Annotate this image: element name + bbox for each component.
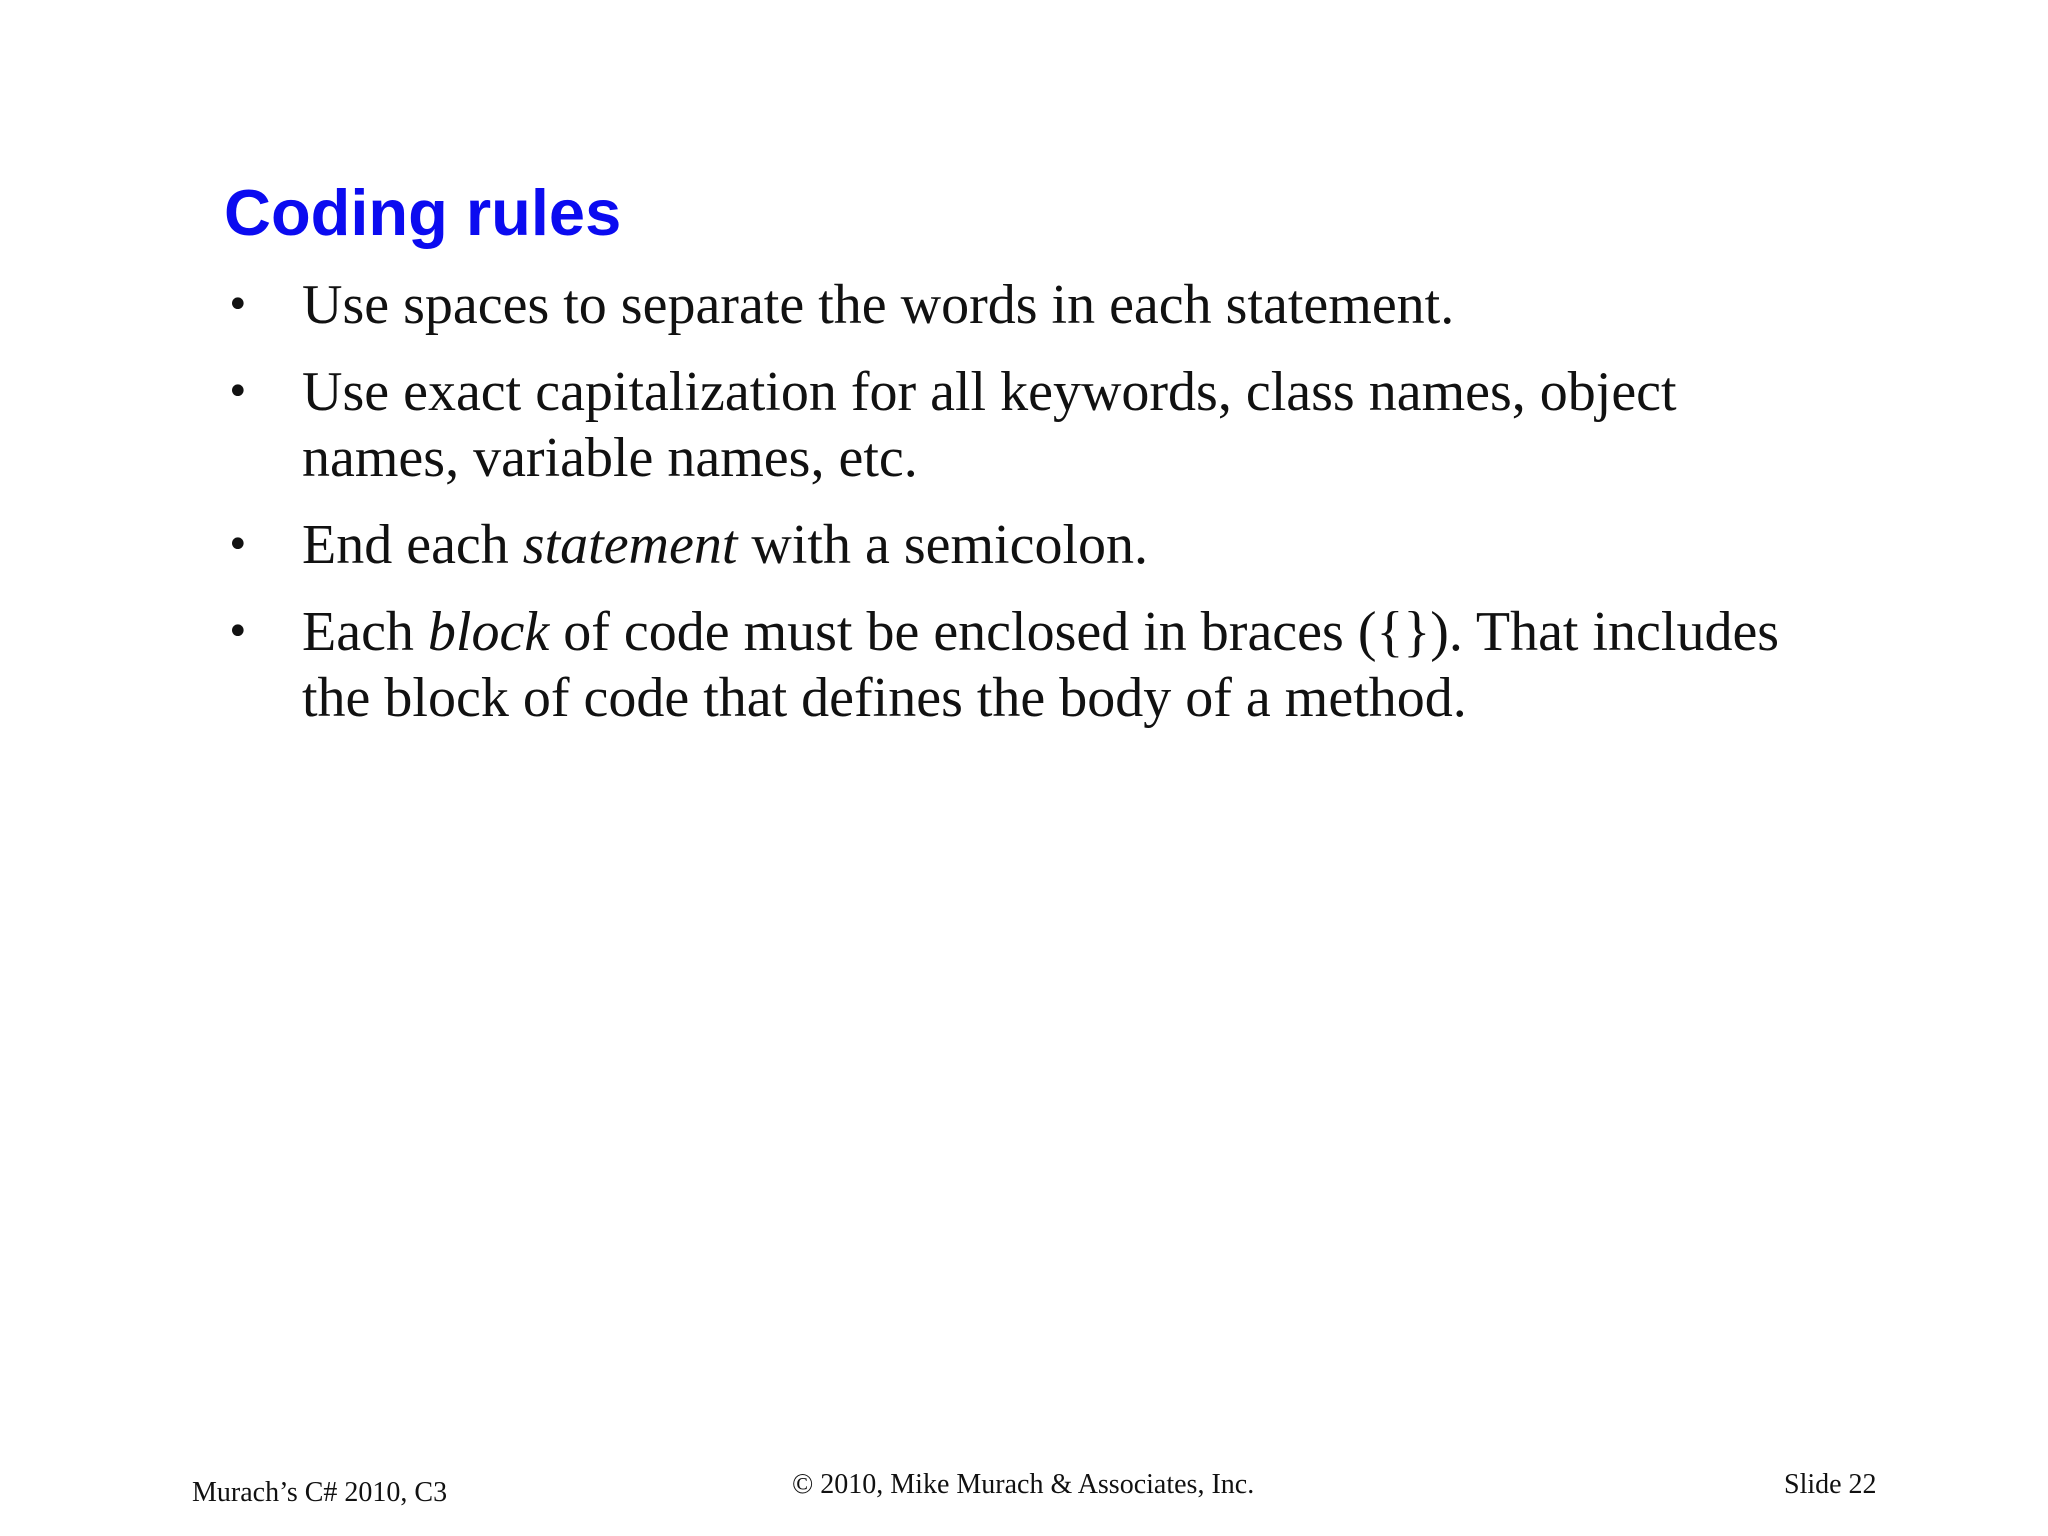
bullet-emphasis: statement [522, 514, 738, 576]
slide-title: Coding rules [224, 176, 622, 249]
bullet-item [224, 599, 1784, 731]
bullet-text: of code must be enclosed in braces ({}). That includes the block of code that defines the body of a method. [302, 601, 1780, 729]
footer-copyright: © 2010, Mike Murach & Associates, Inc. [792, 1469, 1255, 1500]
bullet-text: Use spaces to separate the words in each statement. [302, 274, 1455, 336]
bullet-icon: • [226, 609, 250, 655]
bullet-text: with a semicolon. [737, 514, 1148, 576]
footer-book-title: Murach’s C# 2010, C3 [192, 1477, 448, 1508]
bullet-text: Each [302, 601, 428, 663]
bullet-item [224, 272, 1784, 338]
bullet-text: End each [302, 514, 523, 576]
bullet-emphasis: block [427, 601, 550, 663]
bullet-text: Use exact capitalization for all keywords, class names, object names, variable names, etc. [302, 361, 1677, 489]
bullet-item [224, 359, 1784, 491]
bullet-icon: • [226, 522, 250, 568]
bullet-icon: • [226, 369, 250, 415]
footer-slide-number: Slide 22 [1784, 1469, 1877, 1500]
bullet-icon: • [226, 282, 250, 328]
bullet-list [224, 272, 1784, 752]
bullet-item [224, 512, 1784, 578]
